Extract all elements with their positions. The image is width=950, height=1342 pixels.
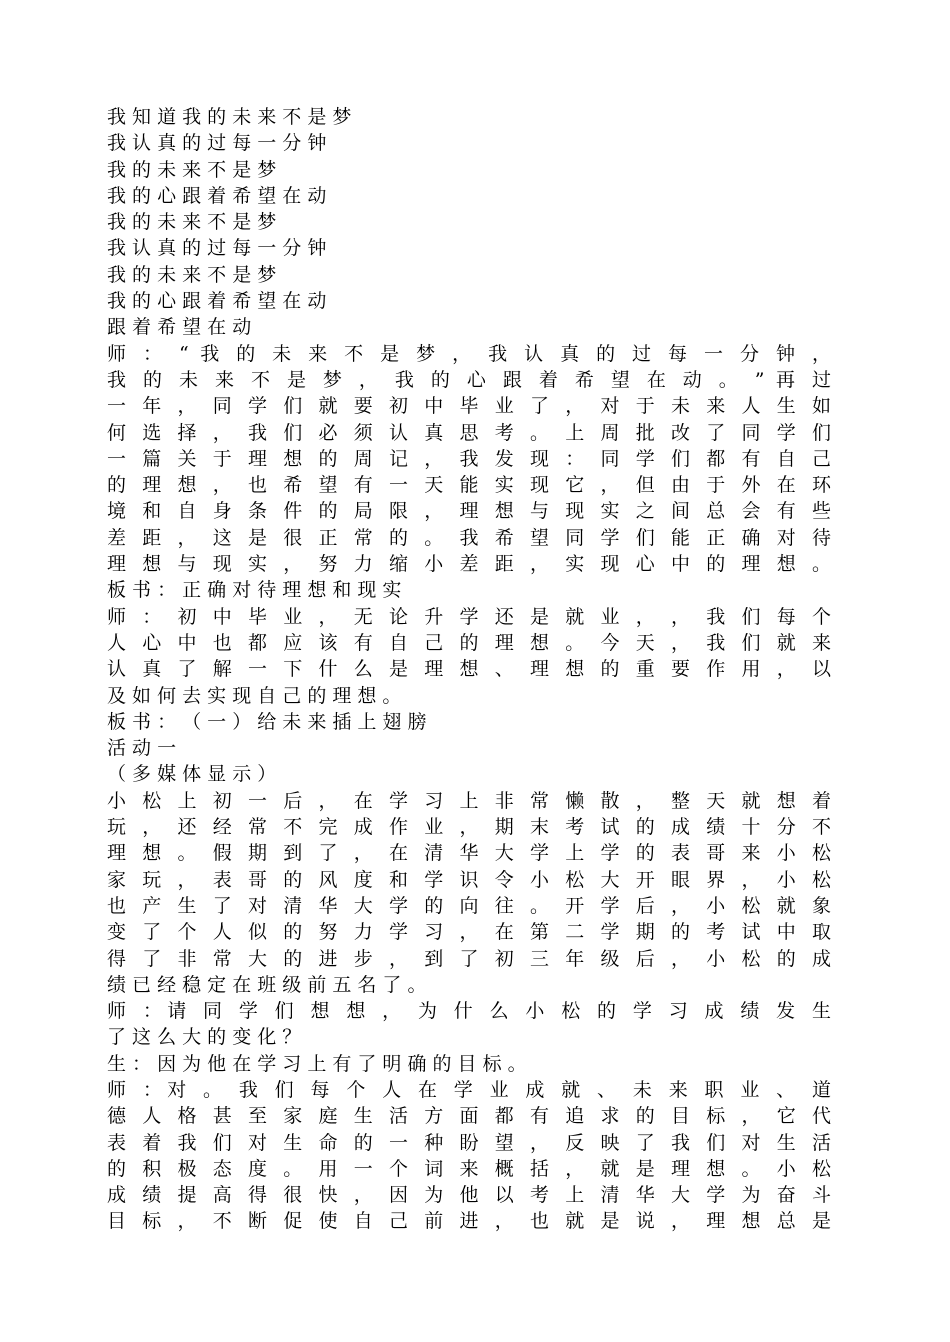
text-line: 板 书 ： 正 确 对 待 理 想 和 现 实 (107, 579, 402, 602)
text-line: 认 真 了 解 一 下 什 么 是 理 想 、 理 想 的 重 要 作 用 ， 以 (107, 658, 831, 681)
text-line: 我 认 真 的 过 每 一 分 钟 (107, 237, 327, 260)
text-line: 差 距 ， 这 是 很 正 常 的 。 我 希 望 同 学 们 能 正 确 对 待 (107, 526, 831, 549)
text-line: 板 书 ： （ 一 ） 给 未 来 插 上 翅 膀 (107, 710, 427, 733)
text-line: 跟 着 希 望 在 动 (107, 316, 252, 339)
text-line: 我 认 真 的 过 每 一 分 钟 (107, 132, 327, 155)
text-line: 的 理 想 ， 也 希 望 有 一 天 能 实 现 它 ， 但 由 于 外 在 环 (107, 474, 831, 497)
text-line: （ 多 媒 体 显 示 ） (107, 763, 277, 786)
text-line: 理 想 。 假 期 到 了 ， 在 清 华 大 学 上 学 的 表 哥 来 小 松 (107, 842, 831, 865)
text-line: 我 的 未 来 不 是 梦 (107, 158, 277, 181)
text-line: 小 松 上 初 一 后 ， 在 学 习 上 非 常 懒 散 ， 整 天 就 想 着 (107, 789, 831, 812)
text-line: 成 绩 提 高 得 很 快 ， 因 为 他 以 考 上 清 华 大 学 为 奋 斗 (107, 1184, 831, 1207)
text-line: 何 选 择 ， 我 们 必 须 认 真 思 考 。 上 周 批 改 了 同 学 们 (107, 421, 831, 444)
text-line: 的 积 极 态 度 。 用 一 个 词 来 概 括 ， 就 是 理 想 。 小 松 (107, 1157, 831, 1180)
text-line: 也 产 生 了 对 清 华 大 学 的 向 往 。 开 学 后 ， 小 松 就 象 (107, 894, 831, 917)
text-line: 绩 已 经 稳 定 在 班 级 前 五 名 了 。 (107, 973, 427, 996)
text-line: 家 玩 ， 表 哥 的 风 度 和 学 识 令 小 松 大 开 眼 界 ， 小 松 (107, 868, 831, 891)
text-line: 活 动 一 (107, 737, 177, 760)
text-line: 德 人 格 甚 至 家 庭 生 活 方 面 都 有 追 求 的 目 标 ， 它 代 (107, 1105, 831, 1128)
text-line: 我 的 心 跟 着 希 望 在 动 (107, 184, 327, 207)
text-line: 师 ： “ 我 的 未 来 不 是 梦 ， 我 认 真 的 过 每 一 分 钟 ， (107, 342, 831, 365)
text-line: 我 的 未 来 不 是 梦 ， 我 的 心 跟 着 希 望 在 动 。 ” 再 过 (107, 368, 831, 391)
text-line: 一 年 ， 同 学 们 就 要 初 中 毕 业 了 ， 对 于 未 来 人 生 如 (107, 395, 831, 418)
text-line: 我 的 未 来 不 是 梦 (107, 263, 277, 286)
text-line: 目 标 ， 不 断 促 使 自 己 前 进 ， 也 就 是 说 ， 理 想 总 是 (107, 1210, 831, 1233)
text-line: 师 ：请 同 学 们 想 想 ， 为 什 么 小 松 的 学 习 成 绩 发 生 (107, 1000, 831, 1023)
text-line: 表 着 我 们 对 生 命 的 一 种 盼 望 ， 反 映 了 我 们 对 生 活 (107, 1131, 831, 1154)
text-line: 生 ： 因 为 他 在 学 习 上 有 了 明 确 的 目 标 。 (107, 1052, 527, 1075)
text-line: 人 心 中 也 都 应 该 有 自 己 的 理 想 。 今 天 ， 我 们 就 来 (107, 631, 831, 654)
text-line: 师 ：对 。 我 们 每 个 人 在 学 业 成 就 、 未 来 职 业 、 道 (107, 1078, 831, 1101)
text-line: 变 了 个 人 似 的 努 力 学 习 ， 在 第 二 学 期 的 考 试 中 取 (107, 921, 831, 944)
text-line: 理 想 与 现 实 ， 努 力 缩 小 差 距 ， 实 现 心 中 的 理 想 。 (107, 553, 831, 576)
text-line: 境 和 自 身 条 件 的 局 限 ， 理 想 与 现 实 之 间 总 会 有 些 (107, 500, 831, 523)
text-line: 我 的 心 跟 着 希 望 在 动 (107, 290, 327, 313)
text-line: 师 ： 初 中 毕 业 ， 无 论 升 学 还 是 就 业 ， ， 我 们 每 个 (107, 605, 831, 628)
text-line: 我 知 道 我 的 未 来 不 是 梦 (107, 106, 352, 128)
text-line: 玩 ， 还 经 常 不 完 成 作 业 ， 期 末 考 试 的 成 绩 十 分 不 (107, 816, 831, 839)
text-line: 了 这 么 大 的 变 化 ？ (107, 1026, 302, 1049)
text-line: 我 的 未 来 不 是 梦 (107, 211, 277, 234)
text-line: 一 篇 关 于 理 想 的 周 记 ， 我 发 现 ： 同 学 们 都 有 自 己 (107, 447, 831, 470)
document-body (107, 104, 831, 1235)
text-line: 得 了 非 常 大 的 进 步 ， 到 了 初 三 年 级 后 ， 小 松 的 成 (107, 947, 831, 970)
text-line: 及 如 何 去 实 现 自 己 的 理 想 。 (107, 684, 402, 707)
